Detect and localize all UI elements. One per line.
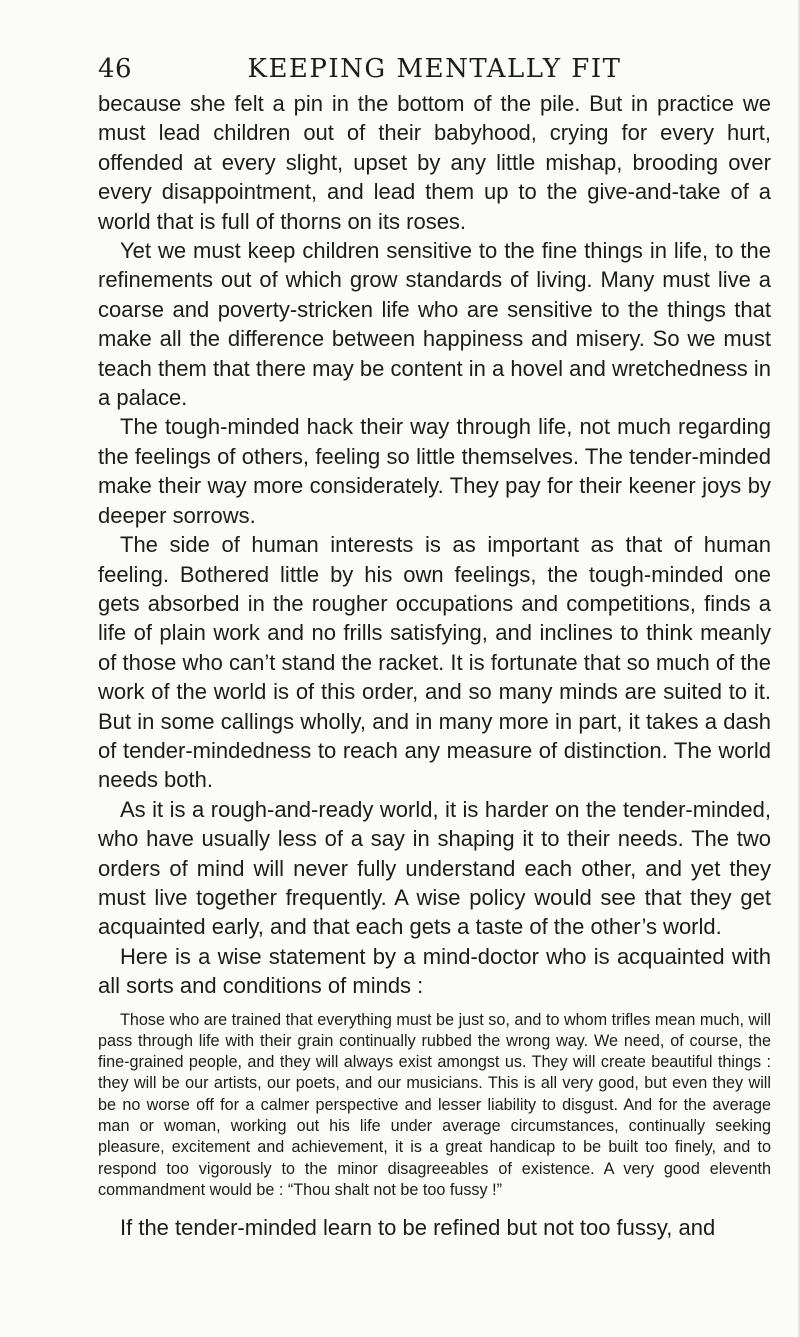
block-quotation: Those who are trained that everything must be just so, and to whom trifles mean much, will pass through life with their grain continually rubbed the wrong way. We need, of course, the fine-grained people, and they will always exist amongst us. They will create beautiful things : they will be our artists, our poets, and our musicians. This is all very good, but even they will be no worse off for a calmer perspective and lesser liability to disgust. And for the average man or woman, working out his life under average circumstances, continually seeking pleasure, excitement and achievement, it is a great handicap to be built too finely, and to respond too vigorously to the minor disagreeables of existence. A very good eleventh commandment would be : “Thou shalt not be too fussy !”: [98, 1010, 771, 1199]
paragraph: because she felt a pin in the bottom of the pile. But in practice we must lead children out of their babyhood, crying for every hurt, offended at every slight, upset by any little mishap, brooding over every disappointment, and lead them up to the give-and-take of a world that is full of thorns on its roses.: [98, 91, 771, 234]
paragraph: The side of human interests is as important as that of human feeling. Bothered little by his own feelings, the tough-minded one gets absorbed in the rougher occupations and competitions, finds a life of plain work and no frills satisfying, and inclines to think meanly of those who can’t stand the racket. It is fortunate that so much of the work of the world is of this order, and so many minds are suited to it. But in some callings wholly, and in many more in part, it takes a dash of tender-mindedness to reach any measure of distinction. The world needs both.: [98, 532, 771, 793]
body-text: [98, 89, 771, 1243]
paragraph: Here is a wise statement by a mind-doctor who is acquainted with all sorts and conditions of minds :: [98, 943, 771, 999]
running-title: KEEPING MENTALLY FIT: [247, 54, 622, 84]
page-number: 46: [98, 54, 133, 84]
running-head: [98, 52, 771, 86]
paragraph: Yet we must keep children sensitive to the fine things in life, to the refinements out of which grow standards of living. Many must live a coarse and poverty-stricken life who are sensitive to the things that make all the difference between happiness and misery. So we must teach them that there may be content in a hovel and wretchedness in a palace.: [98, 238, 771, 411]
paragraph: As it is a rough-and-ready world, it is harder on the tender-minded, who have usually less of a say in shaping it to their needs. The two orders of mind will never fully understand each other, and yet they must live together frequently. A wise policy would see that they get acquainted early, and that each gets a taste of the other’s world.: [98, 796, 771, 940]
paragraph: The tough-minded hack their way through life, not much regarding the feelings of others, feeling so little themselves. The tender-minded make their way more considerately. They pay for their keener joys by deeper sorrows.: [98, 414, 771, 528]
closing-paragraph: If the tender-minded learn to be refined but not too fussy, and: [120, 1215, 716, 1241]
